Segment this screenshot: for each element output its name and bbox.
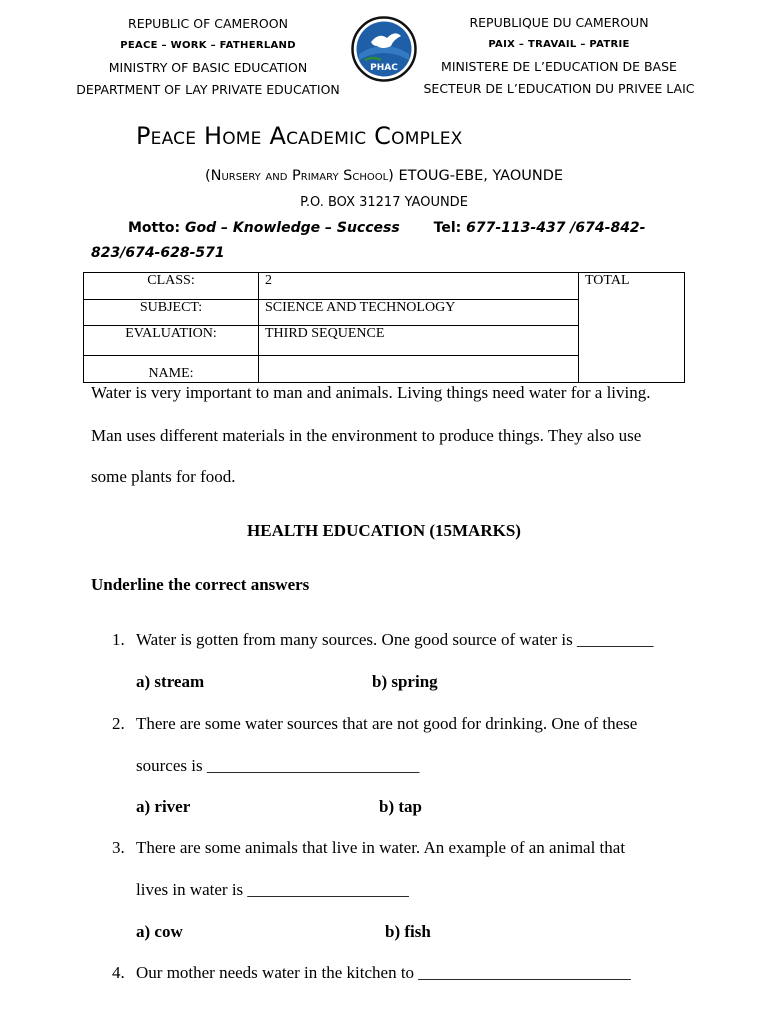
subject-label: SUBJECT: <box>84 300 259 326</box>
answer-option[interactable]: b) spring <box>372 672 438 691</box>
header-right-block <box>414 12 704 100</box>
question-text: Water is gotten from many sources. One good source of water is _________ <box>136 630 654 649</box>
passage-line-2: Man uses different materials in the environment to produce things. They also use <box>91 426 642 445</box>
department-name-en: DEPARTMENT OF LAY PRIVATE EDUCATION <box>76 82 340 97</box>
logo-text: PHAC <box>370 63 398 73</box>
student-info-table <box>83 272 685 383</box>
motto-label: Motto: <box>128 220 186 236</box>
tel-numbers-1: 677-113-437 /674-842- <box>466 220 646 236</box>
school-logo <box>351 16 417 82</box>
ministry-name-en: MINISTRY OF BASIC EDUCATION <box>108 60 308 75</box>
question-number: 3. <box>112 838 125 857</box>
class-label: CLASS: <box>84 273 259 300</box>
ministry-name-fr: MINISTERE DE L’EDUCATION DE BASE <box>441 59 677 74</box>
question-number: 1. <box>112 630 125 649</box>
question-number: 2. <box>112 714 125 733</box>
question-text: There are some animals that live in water. An example of an animal that <box>136 838 626 857</box>
tel-label: Tel: <box>433 220 467 236</box>
motto-text: God – Knowledge – Success <box>185 220 400 236</box>
total-score-cell <box>579 273 685 383</box>
school-subtitle: (Nursery and Primary School) ETOUG-EBE, YAOUNDE <box>204 168 564 184</box>
class-value: 2 <box>259 273 579 300</box>
country-name-fr: REPUBLIQUE DU CAMEROUN <box>469 15 649 30</box>
question-text: There are some water sources that are not good for drinking. One of these <box>136 714 638 733</box>
total-label: TOTAL <box>585 273 630 288</box>
name-value-field[interactable] <box>259 356 579 383</box>
section-title: HEALTH EDUCATION (15MARKS) <box>247 521 521 540</box>
answer-option[interactable]: a) river <box>136 797 191 816</box>
passage-line-1: Water is very important to man and animals. Living things need water for a living. <box>91 383 651 402</box>
question-text-continued: sources is _________________________ <box>136 756 420 775</box>
question-number: 4. <box>112 963 125 982</box>
passage-line-3: some plants for food. <box>91 467 236 486</box>
name-label: NAME: <box>84 356 259 383</box>
answer-option[interactable]: a) cow <box>136 922 183 941</box>
country-name-en: REPUBLIC OF CAMEROON <box>128 16 288 31</box>
instruction-text: Underline the correct answers <box>91 575 310 594</box>
department-name-fr: SECTEUR DE L’EDUCATION DU PRIVEE LAIC <box>423 81 695 96</box>
header-left-block <box>62 13 354 101</box>
evaluation-label: EVALUATION: <box>84 326 259 356</box>
motto-tel-line <box>128 220 646 236</box>
national-motto-en: PEACE – WORK – FATHERLAND <box>120 40 296 51</box>
answer-option[interactable]: b) fish <box>385 922 431 941</box>
question-text-continued: lives in water is ___________________ <box>136 880 409 899</box>
school-pobox: P.O. BOX 31217 YAOUNDE <box>300 195 468 210</box>
tel-numbers-2: 823/674-628-571 <box>91 245 225 261</box>
evaluation-value: THIRD SEQUENCE <box>259 326 579 356</box>
school-name: Peace Home Academic Complex <box>136 122 463 150</box>
question-text: Our mother needs water in the kitchen to _________________________ <box>136 963 631 982</box>
national-motto-fr: PAIX – TRAVAIL – PATRIE <box>488 39 630 50</box>
subject-value: SCIENCE AND TECHNOLOGY <box>259 300 579 326</box>
answer-option[interactable]: b) tap <box>379 797 422 816</box>
answer-option[interactable]: a) stream <box>136 672 205 691</box>
